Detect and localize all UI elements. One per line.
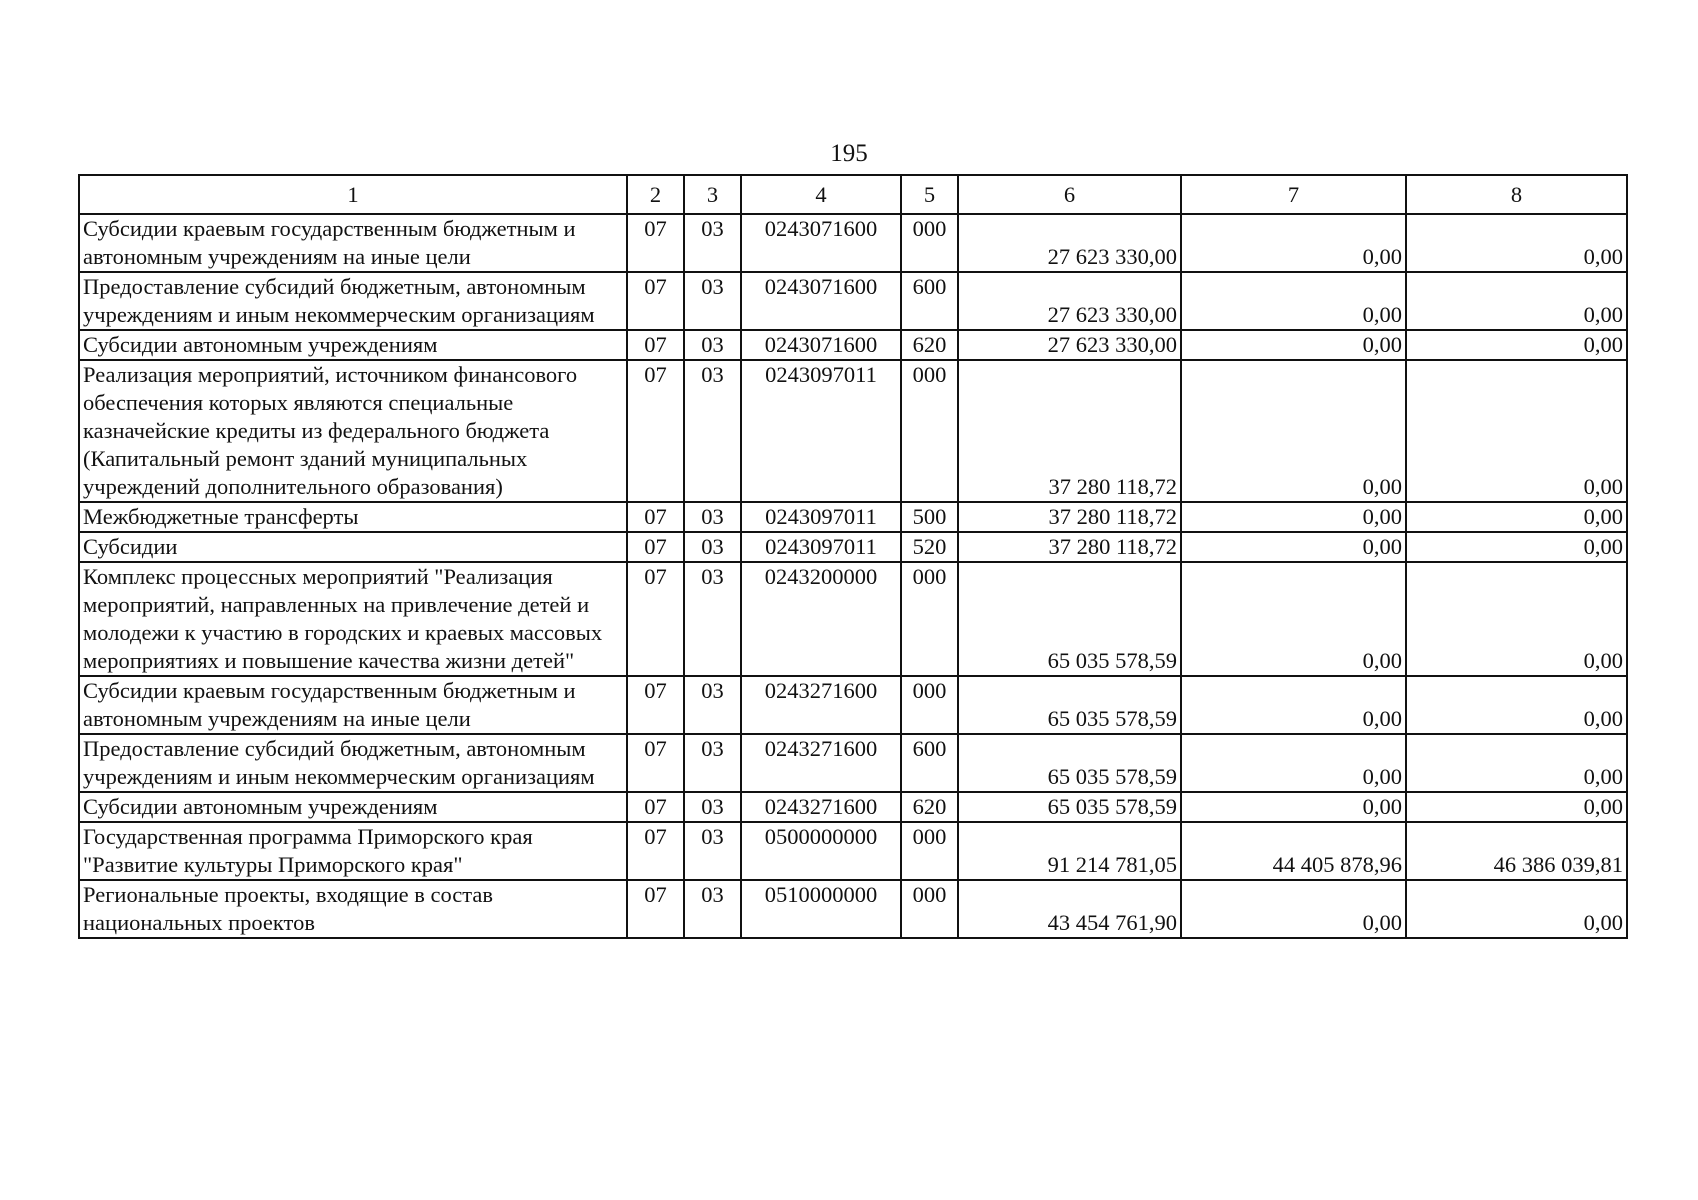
amount-col7-cell: 0,00 — [1181, 214, 1406, 272]
section-code-cell: 07 — [627, 562, 684, 676]
table-row — [79, 562, 1627, 676]
amount-col8-cell: 0,00 — [1406, 330, 1627, 360]
amount-col7-cell: 0,00 — [1181, 502, 1406, 532]
expense-type-cell: 500 — [901, 502, 958, 532]
header-cell: 4 — [741, 175, 901, 214]
table-row — [79, 734, 1627, 792]
table-row — [79, 880, 1627, 938]
target-article-cell: 0243097011 — [741, 360, 901, 502]
subsection-code-cell: 03 — [684, 502, 741, 532]
amount-col8-cell: 0,00 — [1406, 676, 1627, 734]
row-name-cell: Комплекс процессных мероприятий "Реализация мероприятий, направленных на привлечение детей и молодежи к участию в городских и краевых массовых мероприятиях и повышение качества жизни детей" — [79, 562, 627, 676]
target-article-cell: 0243097011 — [741, 502, 901, 532]
section-code-cell: 07 — [627, 822, 684, 880]
subsection-code-cell: 03 — [684, 734, 741, 792]
expense-type-cell: 620 — [901, 330, 958, 360]
target-article-cell: 0243200000 — [741, 562, 901, 676]
subsection-code-cell: 03 — [684, 272, 741, 330]
section-code-cell: 07 — [627, 272, 684, 330]
row-name-cell: Региональные проекты, входящие в состав национальных проектов — [79, 880, 627, 938]
subsection-code-cell: 03 — [684, 880, 741, 938]
expense-type-cell: 000 — [901, 214, 958, 272]
page-number: 195 — [830, 140, 868, 167]
amount-col6-cell: 91 214 781,05 — [958, 822, 1181, 880]
expense-type-cell: 520 — [901, 532, 958, 562]
row-name-cell: Предоставление субсидий бюджетным, автономным учреждениям и иным некоммерческим организациям — [79, 734, 627, 792]
amount-col6-cell: 37 280 118,72 — [958, 360, 1181, 502]
table-row — [79, 272, 1627, 330]
table-row — [79, 214, 1627, 272]
amount-col6-cell: 43 454 761,90 — [958, 880, 1181, 938]
row-name-cell: Субсидии краевым государственным бюджетным и автономным учреждениям на иные цели — [79, 676, 627, 734]
amount-col7-cell: 0,00 — [1181, 734, 1406, 792]
section-code-cell: 07 — [627, 330, 684, 360]
row-name-cell: Субсидии краевым государственным бюджетным и автономным учреждениям на иные цели — [79, 214, 627, 272]
target-article-cell: 0243097011 — [741, 532, 901, 562]
header-row — [79, 175, 1627, 214]
expense-type-cell: 000 — [901, 360, 958, 502]
section-code-cell: 07 — [627, 532, 684, 562]
table-row — [79, 676, 1627, 734]
table-row — [79, 330, 1627, 360]
amount-col8-cell: 46 386 039,81 — [1406, 822, 1627, 880]
amount-col7-cell: 44 405 878,96 — [1181, 822, 1406, 880]
expense-type-cell: 600 — [901, 734, 958, 792]
subsection-code-cell: 03 — [684, 330, 741, 360]
amount-col8-cell: 0,00 — [1406, 792, 1627, 822]
amount-col7-cell: 0,00 — [1181, 562, 1406, 676]
subsection-code-cell: 03 — [684, 792, 741, 822]
amount-col6-cell: 27 623 330,00 — [958, 214, 1181, 272]
amount-col7-cell: 0,00 — [1181, 792, 1406, 822]
subsection-code-cell: 03 — [684, 562, 741, 676]
expense-type-cell: 000 — [901, 676, 958, 734]
section-code-cell: 07 — [627, 214, 684, 272]
amount-col8-cell: 0,00 — [1406, 214, 1627, 272]
target-article-cell: 0243271600 — [741, 792, 901, 822]
target-article-cell: 0243071600 — [741, 272, 901, 330]
section-code-cell: 07 — [627, 360, 684, 502]
amount-col8-cell: 0,00 — [1406, 734, 1627, 792]
target-article-cell: 0500000000 — [741, 822, 901, 880]
header-cell: 5 — [901, 175, 958, 214]
section-code-cell: 07 — [627, 502, 684, 532]
header-cell: 7 — [1181, 175, 1406, 214]
section-code-cell: 07 — [627, 676, 684, 734]
expense-type-cell: 000 — [901, 880, 958, 938]
amount-col7-cell: 0,00 — [1181, 532, 1406, 562]
table-row — [79, 502, 1627, 532]
expense-type-cell: 600 — [901, 272, 958, 330]
expense-type-cell: 000 — [901, 822, 958, 880]
row-name-cell: Субсидии автономным учреждениям — [79, 792, 627, 822]
amount-col6-cell: 65 035 578,59 — [958, 676, 1181, 734]
expense-type-cell: 620 — [901, 792, 958, 822]
header-cell: 8 — [1406, 175, 1627, 214]
row-name-cell: Субсидии — [79, 532, 627, 562]
amount-col8-cell: 0,00 — [1406, 360, 1627, 502]
header-cell: 1 — [79, 175, 627, 214]
target-article-cell: 0243071600 — [741, 214, 901, 272]
header-cell: 2 — [627, 175, 684, 214]
row-name-cell: Межбюджетные трансферты — [79, 502, 627, 532]
amount-col8-cell: 0,00 — [1406, 532, 1627, 562]
amount-col6-cell: 37 280 118,72 — [958, 532, 1181, 562]
amount-col8-cell: 0,00 — [1406, 562, 1627, 676]
amount-col8-cell: 0,00 — [1406, 272, 1627, 330]
header-cell: 6 — [958, 175, 1181, 214]
table-row — [79, 822, 1627, 880]
amount-col6-cell: 27 623 330,00 — [958, 272, 1181, 330]
target-article-cell: 0510000000 — [741, 880, 901, 938]
subsection-code-cell: 03 — [684, 532, 741, 562]
header-cell: 3 — [684, 175, 741, 214]
table-row — [79, 532, 1627, 562]
subsection-code-cell: 03 — [684, 214, 741, 272]
expense-type-cell: 000 — [901, 562, 958, 676]
section-code-cell: 07 — [627, 880, 684, 938]
subsection-code-cell: 03 — [684, 676, 741, 734]
amount-col7-cell: 0,00 — [1181, 330, 1406, 360]
amount-col6-cell: 65 035 578,59 — [958, 792, 1181, 822]
target-article-cell: 0243271600 — [741, 734, 901, 792]
target-article-cell: 0243071600 — [741, 330, 901, 360]
row-name-cell: Государственная программа Приморского края "Развитие культуры Приморского края" — [79, 822, 627, 880]
amount-col6-cell: 27 623 330,00 — [958, 330, 1181, 360]
subsection-code-cell: 03 — [684, 822, 741, 880]
amount-col6-cell: 65 035 578,59 — [958, 562, 1181, 676]
budget-table — [78, 174, 1628, 939]
table-row — [79, 792, 1627, 822]
amount-col6-cell: 65 035 578,59 — [958, 734, 1181, 792]
amount-col8-cell: 0,00 — [1406, 880, 1627, 938]
amount-col6-cell: 37 280 118,72 — [958, 502, 1181, 532]
row-name-cell: Реализация мероприятий, источником финансового обеспечения которых являются специальные казначейские кредиты из федерального бюджета (Капитальный ремонт зданий муниципальных учреждений дополнительного образования) — [79, 360, 627, 502]
row-name-cell: Предоставление субсидий бюджетным, автономным учреждениям и иным некоммерческим организациям — [79, 272, 627, 330]
section-code-cell: 07 — [627, 792, 684, 822]
section-code-cell: 07 — [627, 734, 684, 792]
row-name-cell: Субсидии автономным учреждениям — [79, 330, 627, 360]
table-row — [79, 360, 1627, 502]
amount-col8-cell: 0,00 — [1406, 502, 1627, 532]
amount-col7-cell: 0,00 — [1181, 360, 1406, 502]
subsection-code-cell: 03 — [684, 360, 741, 502]
amount-col7-cell: 0,00 — [1181, 676, 1406, 734]
amount-col7-cell: 0,00 — [1181, 272, 1406, 330]
amount-col7-cell: 0,00 — [1181, 880, 1406, 938]
target-article-cell: 0243271600 — [741, 676, 901, 734]
